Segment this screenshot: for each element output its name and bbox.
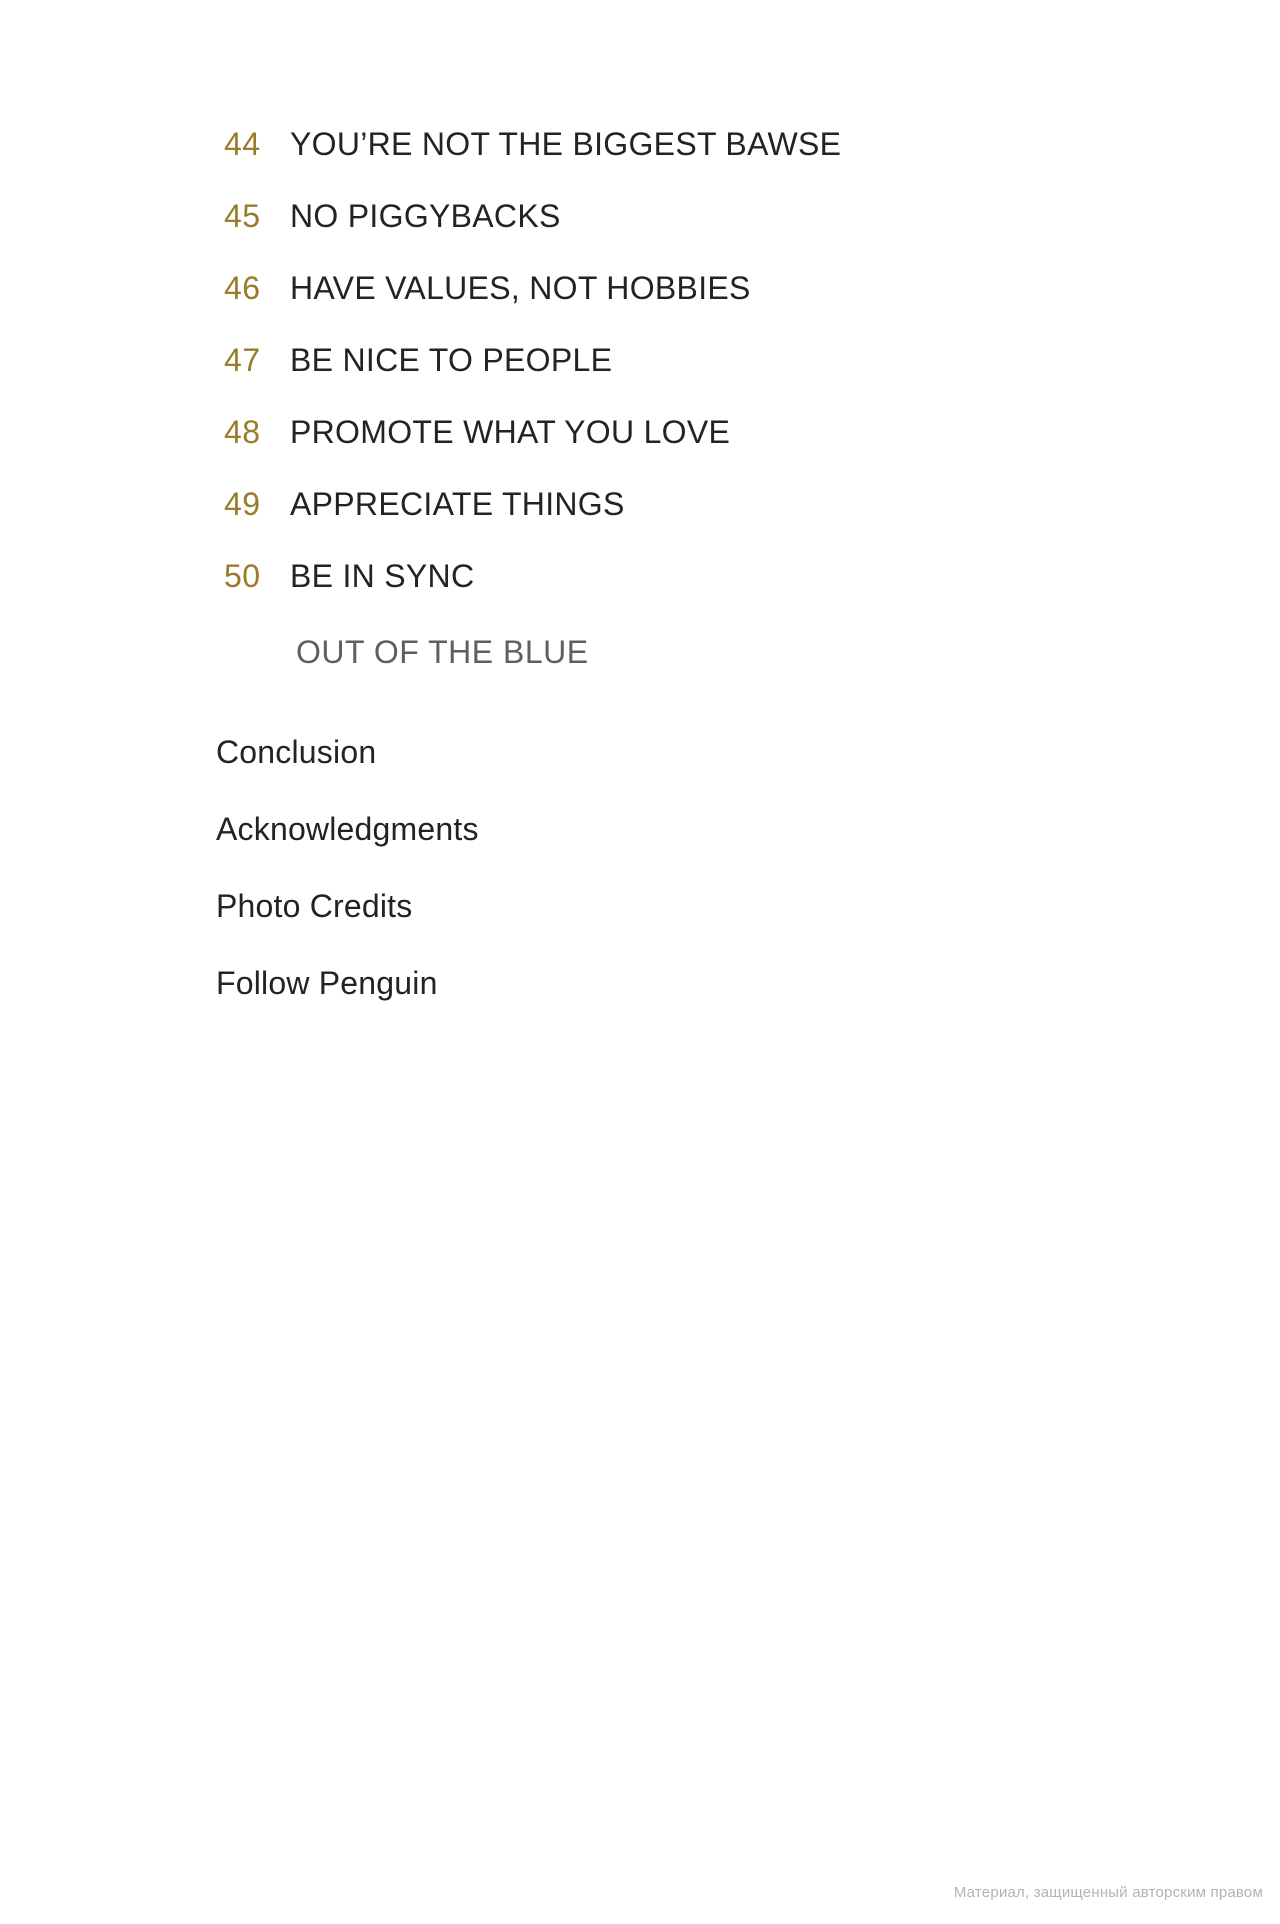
table-of-contents (224, 108, 841, 612)
copyright-notice: Материал, защищенный авторским правом (953, 1884, 1263, 1901)
chapter-number: 47 (224, 342, 261, 378)
chapter-title: BE NICE TO PEOPLE (290, 342, 613, 378)
chapter-number: 49 (224, 486, 261, 522)
section-label-out-of-the-blue: OUT OF THE BLUE (296, 634, 589, 670)
chapter-number: 48 (224, 414, 261, 450)
chapter-title: BE IN SYNC (290, 558, 475, 594)
chapter-title: YOU’RE NOT THE BIGGEST BAWSE (290, 126, 842, 162)
toc-entry (224, 396, 841, 468)
toc-entry (224, 252, 841, 324)
back-matter-item-follow-penguin: Follow Penguin (216, 965, 438, 1001)
chapter-title: APPRECIATE THINGS (290, 486, 625, 522)
chapter-number: 50 (224, 558, 261, 594)
chapter-title: NO PIGGYBACKS (290, 198, 561, 234)
back-matter-list (216, 714, 479, 1022)
chapter-title: PROMOTE WHAT YOU LOVE (290, 414, 731, 450)
toc-entry (224, 468, 841, 540)
chapter-number: 46 (224, 270, 261, 306)
back-matter-item-photo-credits: Photo Credits (216, 888, 413, 924)
back-matter-item-acknowledgments: Acknowledgments (216, 811, 479, 847)
toc-entry (224, 108, 841, 180)
chapter-number: 44 (224, 126, 261, 162)
back-matter-item-conclusion: Conclusion (216, 734, 377, 770)
toc-entry (224, 180, 841, 252)
chapter-title: HAVE VALUES, NOT HOBBIES (290, 270, 751, 306)
toc-entry (224, 324, 841, 396)
chapter-number: 45 (224, 198, 261, 234)
toc-entry (224, 540, 841, 612)
